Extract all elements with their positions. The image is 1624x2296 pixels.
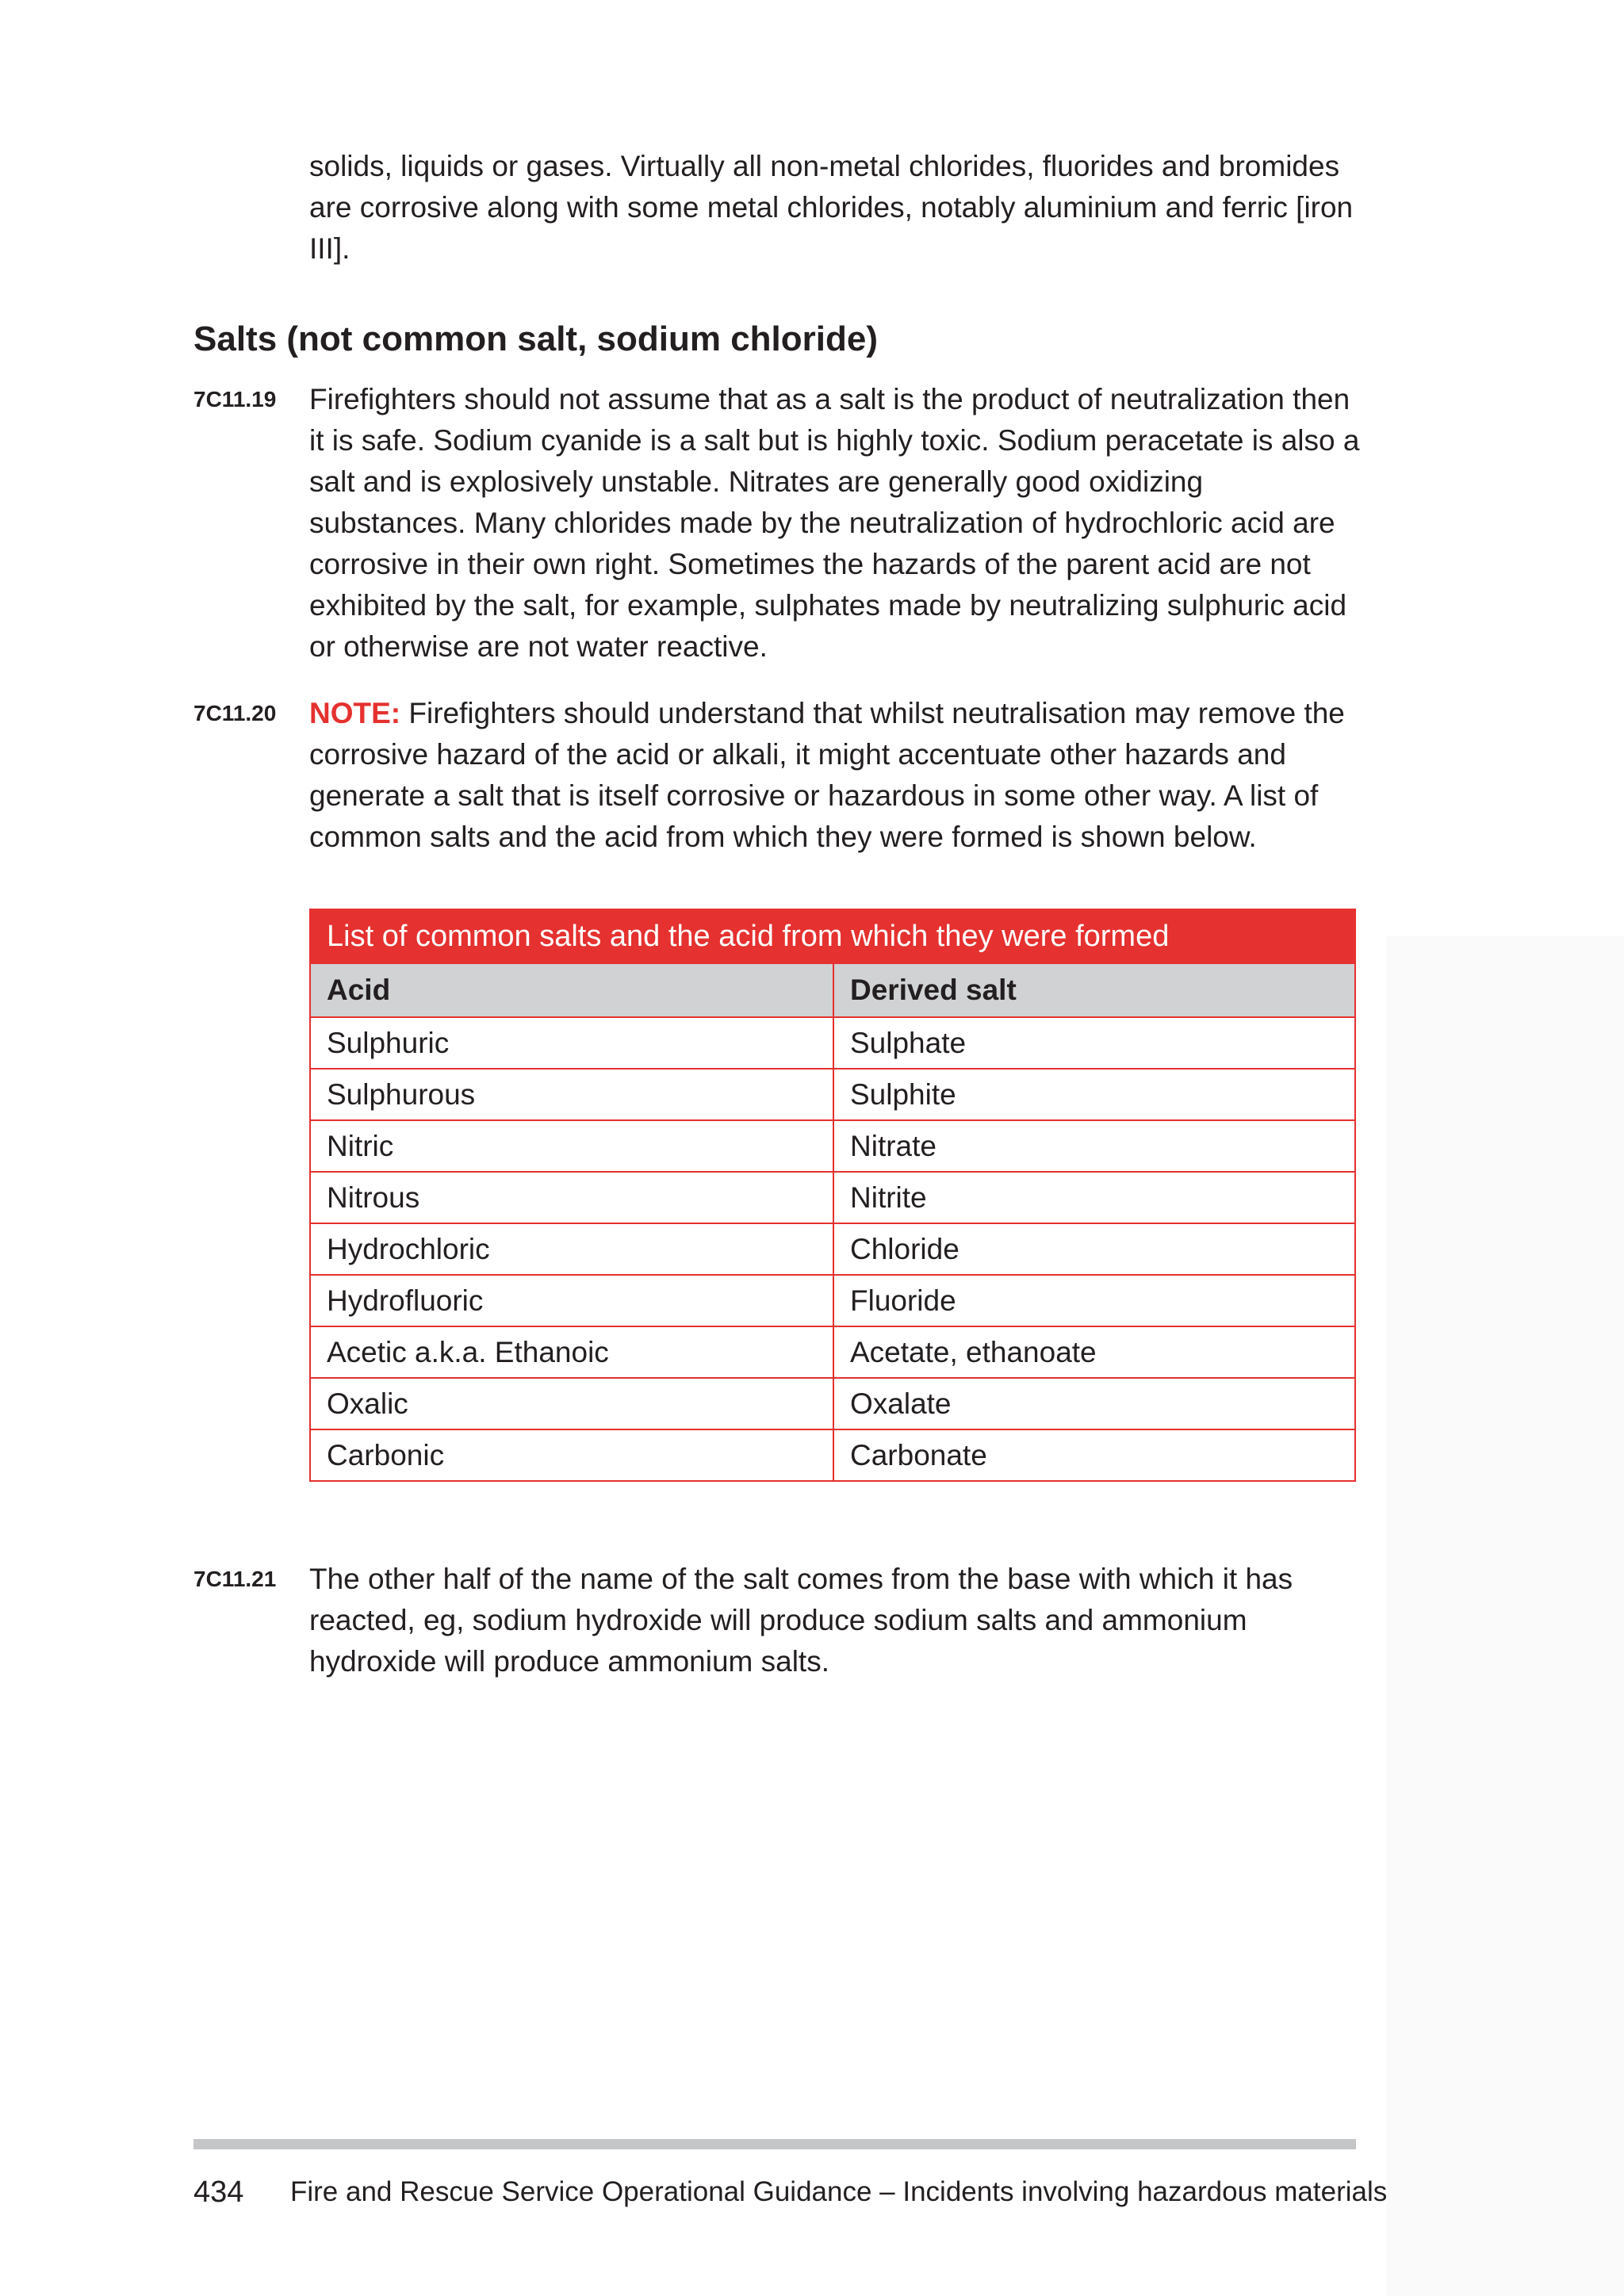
paragraph-number: 7C11.21 — [193, 1567, 277, 1591]
footer-title: Fire and Rescue Service Operational Guidance – Incidents involving hazardous materials — [290, 2176, 1388, 2207]
footer-divider — [193, 2139, 1356, 2149]
table-row — [310, 1172, 1355, 1223]
table-row — [310, 1017, 1355, 1069]
column-header-acid: Acid — [310, 963, 833, 1017]
table-row — [310, 1429, 1355, 1481]
paragraph-body: Firefighters should understand that whilst neutralisation may remove the corrosive hazard of the acid or alkali, it might accentuate other hazards and generate a salt that is itself corrosive or hazardous in some other way. A list of common salts and the acid from which they were formed is shown below. — [309, 697, 1345, 853]
salt-cell: Nitrate — [833, 1120, 1355, 1172]
table-row — [310, 1120, 1355, 1172]
salt-cell: Fluoride — [833, 1275, 1355, 1326]
acid-cell: Oxalic — [310, 1378, 833, 1429]
paragraph-number: 7C11.19 — [193, 387, 277, 411]
table-title-row — [310, 909, 1355, 963]
salt-cell: Carbonate — [833, 1429, 1355, 1481]
intro-paragraph: solids, liquids or gases. Virtually all non-metal chlorides, fluorides and bromides are corrosive along with some metal chlorides, notably aluminium and ferric [iron III]. — [309, 150, 1354, 265]
paragraph-7c11-21: The other half of the name of the salt comes from the base with which it has reacted, eg, sodium hydroxide will produce sodium salts and ammonium hydroxide will produce ammonium salts. — [309, 1563, 1293, 1678]
page-number: 434 — [193, 2175, 244, 2209]
table-row — [310, 1223, 1355, 1275]
salt-cell: Acetate, ethanoate — [833, 1326, 1355, 1378]
acid-cell: Acetic a.k.a. Ethanoic — [310, 1326, 833, 1378]
acid-cell: Hydrochloric — [310, 1223, 833, 1275]
paragraph-7c11-20 — [309, 693, 1364, 858]
paragraph-7c11-19: Firefighters should not assume that as a salt is the product of neutralization then it is safe. Sodium cyanide is a salt but is highly toxic. Sodium peracetate is also a salt and is explosively unstable. Nitrates are generally good oxidizing substances. Many chlorides made by the neutralization of hydrochloric acid are corrosive in their own right. Sometimes the hazards of the parent acid are not exhibited by the salt, for example, sulphates made by neutralizing sulphuric acid or otherwise are not water reactive. — [309, 383, 1360, 663]
table-row — [310, 1275, 1355, 1326]
table-row — [310, 1326, 1355, 1378]
acid-cell: Nitric — [310, 1120, 833, 1172]
page-edge-shade — [1386, 936, 1624, 2296]
table-header-row — [310, 963, 1355, 1017]
table-title: List of common salts and the acid from which they were formed — [310, 909, 1355, 963]
note-label: NOTE: — [309, 697, 401, 729]
column-header-derived-salt: Derived salt — [833, 963, 1355, 1017]
salt-cell: Chloride — [833, 1223, 1355, 1275]
acid-cell: Carbonic — [310, 1429, 833, 1481]
salts-table — [309, 909, 1356, 1482]
salt-cell: Nitrite — [833, 1172, 1355, 1223]
salt-cell: Sulphite — [833, 1069, 1355, 1120]
salt-cell: Sulphate — [833, 1017, 1355, 1069]
acid-cell: Sulphurous — [310, 1069, 833, 1120]
table-row — [310, 1378, 1355, 1429]
acid-cell: Hydrofluoric — [310, 1275, 833, 1326]
section-heading: Salts (not common salt, sodium chloride) — [193, 320, 878, 358]
table-row — [310, 1069, 1355, 1120]
acid-cell: Nitrous — [310, 1172, 833, 1223]
paragraph-number: 7C11.20 — [193, 701, 277, 725]
salt-cell: Oxalate — [833, 1378, 1355, 1429]
acid-cell: Sulphuric — [310, 1017, 833, 1069]
